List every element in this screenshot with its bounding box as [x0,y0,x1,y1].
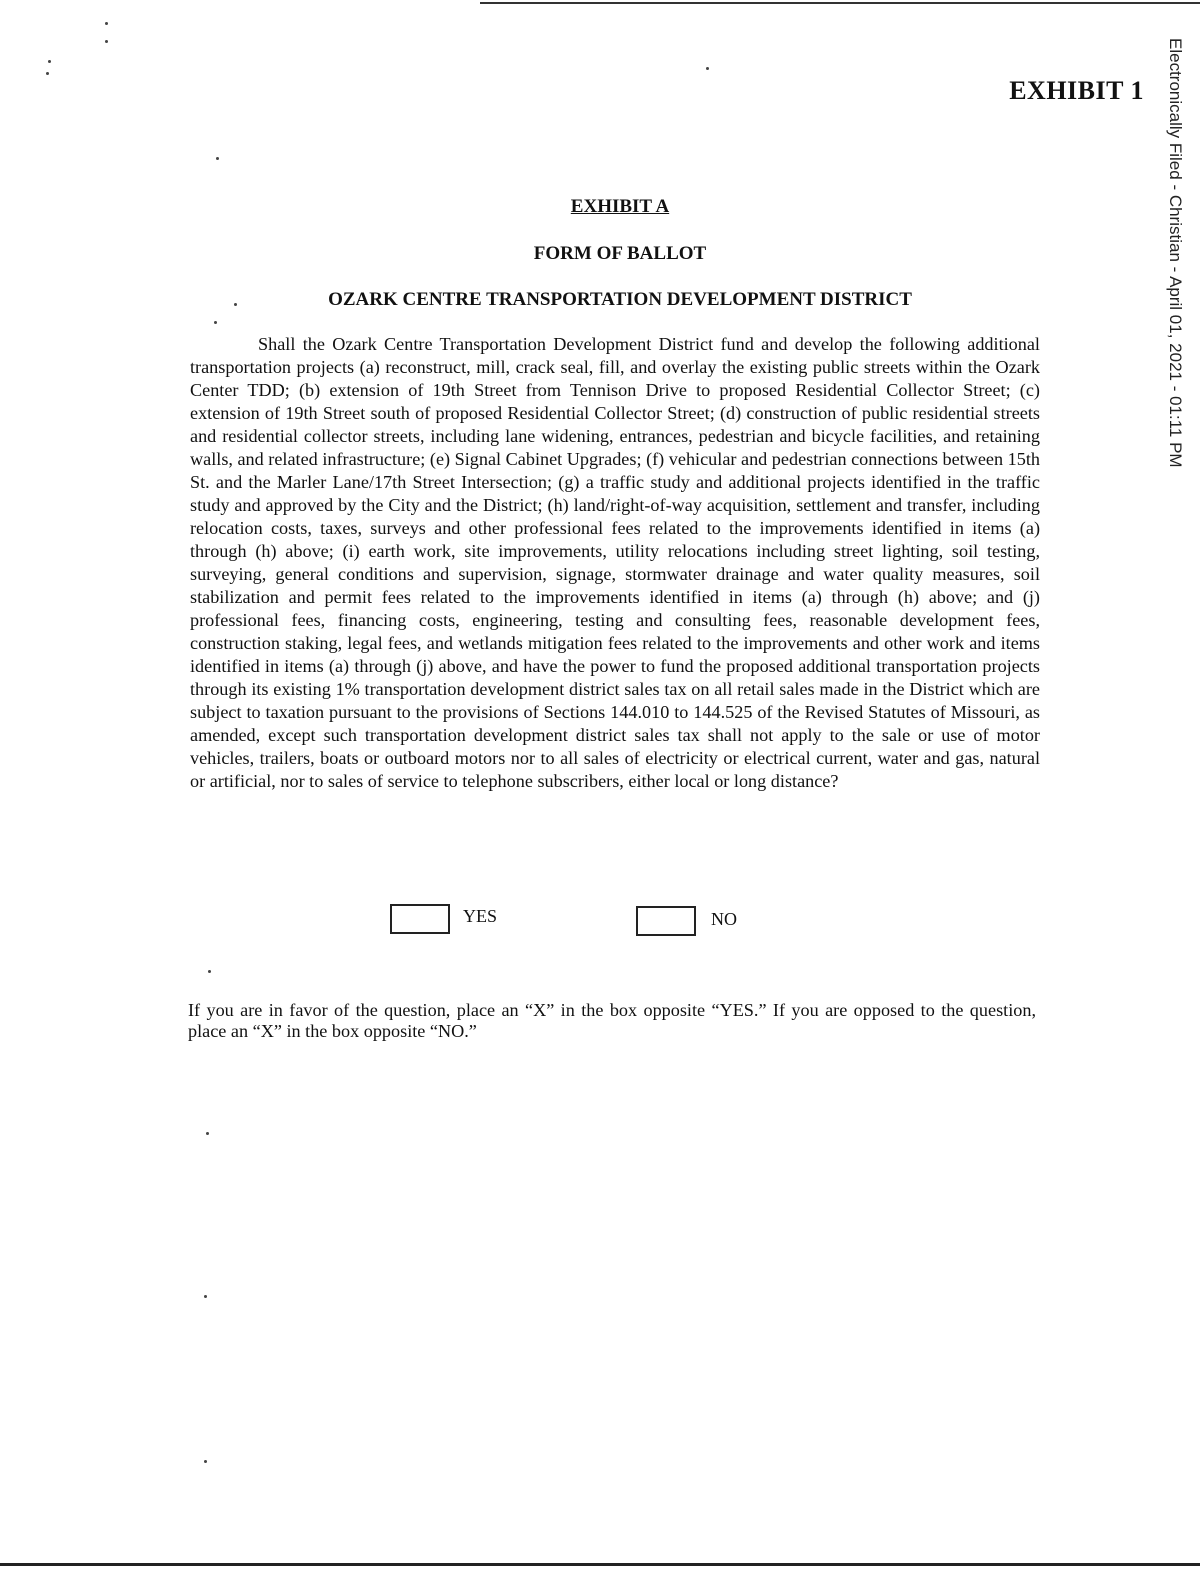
no-label: NO [711,909,737,929]
top-scan-rule [480,2,1200,4]
voting-instructions: If you are in favor of the question, place an “X” in the box opposite “YES.” If you are opposed to the question, place an “X” in the box opposite “NO.” [188,1000,1036,1041]
scan-speck [706,67,709,70]
scan-speck [206,1132,209,1135]
ballot-question: Shall the Ozark Centre Transportation Development District fund and develop the following additional transportation projects (a) reconstruct, mill, crack seal, fill, and overlay the existing public streets within the Ozark Center TDD; (b) extension of 19th Street from Tennison Drive to proposed Residential Collector Street; (c) extension of 19th Street south of proposed Residential Collector Street; (d) construction of public residential streets and residential collector streets, including lane widening, entrances, pedestrian and bicycle facilities, and retaining walls, and related infrastructure; (e) Signal Cabinet Upgrades; (f) vehicular and pedestrian connections between 15th St. and the Marler Lane/17th Street Intersection; (g) a traffic study and additional projects identified in the traffic study and approved by the City and the District; (h) land/right-of-way acquisition, settlement and transfer, including relocation costs, taxes, surveys and other professional fees related to the improvements identified in items (a) through (h) above; (i) earth work, site improvements, utility relocations including street lighting, soil testing, surveying, general conditions and supervision, signage, stormwater drainage and water quality measures, soil stabilization and permit fees related to the improvements identified in items (a) through (h) above; and (j) professional fees, financing costs, engineering, testing and consulting fees, reasonable development fees, construction staking, legal fees, and wetlands mitigation fees related to the improvements and other work and items identified in items (a) through (j) above, and have the power to fund the proposed additional transportation projects through its existing 1% transportation development district sales tax on all retail sales made in the District which are subject to taxation pursuant to the provisions of Sections 144.010 to 144.525 of the Revised Statutes of Missouri, as amended, except such transportation development district sales tax shall not apply to the sale or use of motor vehicles, trailers, boats or outboard motors nor to all sales of electricity or electrical current, water and gas, natural or artificial, nor to sales of service to telephone subscribers, either local or long distance? [190,334,1040,791]
district-name: OZARK CENTRE TRANSPORTATION DEVELOPMENT DISTRICT [328,289,912,310]
scan-speck [48,60,51,63]
form-title: FORM OF BALLOT [533,243,707,264]
yes-label: YES [463,906,498,926]
filing-stamp: Electronically Filed - Christian - April 01, 2021 - 01:11 PM [1166,38,1185,468]
scan-speck [214,321,217,324]
exhibit-label: EXHIBIT A [570,196,670,217]
yes-checkbox[interactable] [390,904,450,934]
scan-speck [216,157,219,160]
scan-speck [208,970,211,973]
bottom-scan-rule [0,1563,1200,1566]
scan-speck [204,1295,207,1298]
scan-speck [105,40,108,43]
exhibit-number: EXHIBIT 1 [1009,76,1144,105]
no-checkbox[interactable] [636,906,696,936]
scan-speck [204,1460,207,1463]
scan-speck [46,72,49,75]
scan-speck [105,22,108,25]
